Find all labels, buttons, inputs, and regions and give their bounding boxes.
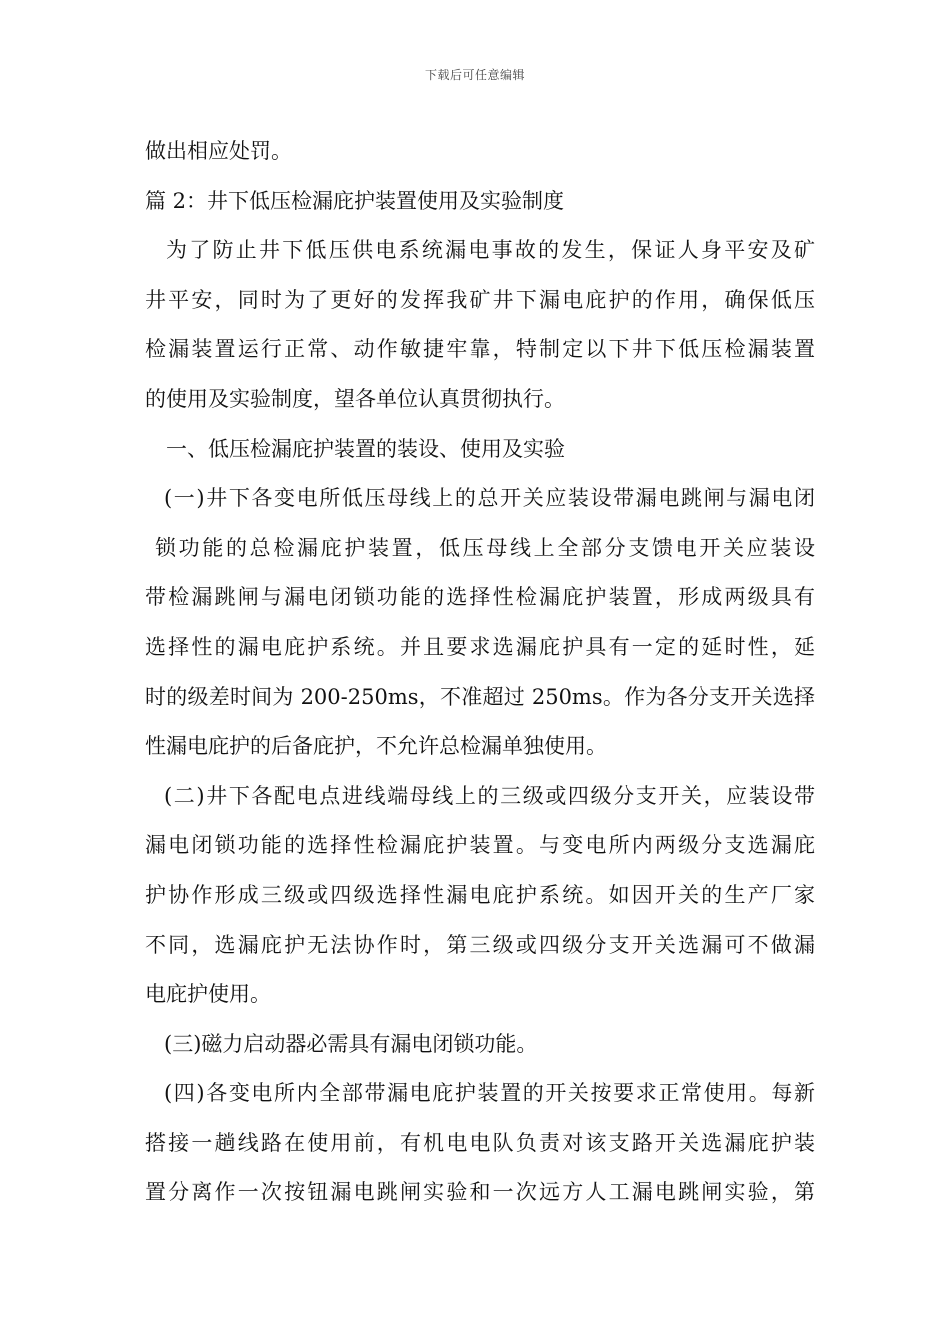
text-line: 为了防止井下低压供电系统漏电事故的发生，保证人身平安及矿 xyxy=(166,238,815,263)
subsection-heading: 一、低压检漏庇护装置的装设、使用及实验 xyxy=(166,436,565,461)
text-line: 置分离作一次按钮漏电跳闸实验和一次远方人工漏电跳闸实验，第 xyxy=(145,1180,815,1205)
text-line: 带检漏跳闸与漏电闭锁功能的选择性检漏庇护装置，形成两级具有 xyxy=(145,585,815,610)
text-line: (三)磁力启动器必需具有漏电闭锁功能。 xyxy=(164,1031,538,1056)
text-line: 时的级差时间为 200-250ms，不准超过 250ms。作为各分支开关选择 xyxy=(145,684,815,709)
text-line: 锁功能的总检漏庇护装置，低压母线上全部分支馈电开关应装设 xyxy=(155,535,815,560)
text-line: 井平安，同时为了更好的发挥我矿井下漏电庇护的作用，确保低压 xyxy=(145,287,815,312)
section-title: 篇 2：井下低压检漏庇护装置使用及实验制度 xyxy=(145,188,565,213)
document-body xyxy=(145,127,815,1218)
text-line: (一)井下各变电所低压母线上的总开关应装设带漏电跳闸与漏电闭 xyxy=(164,486,815,511)
text-line: 搭接一趟线路在使用前，有机电电队负责对该支路开关选漏庇护装 xyxy=(145,1130,815,1155)
text-line: 检漏装置运行正常、动作敏捷牢靠，特制定以下井下低压检漏装置 xyxy=(145,337,815,362)
text-line: 电庇护使用。 xyxy=(145,982,271,1007)
text-line: (二)井下各配电点进线端母线上的三级或四级分支开关，应装设带 xyxy=(164,783,815,808)
text-line: 做出相应处罚。 xyxy=(145,139,292,163)
text-line: 性漏电庇护的后备庇护，不允许总检漏单独使用。 xyxy=(145,734,607,759)
text-line: 的使用及实验制度，望各单位认真贯彻执行。 xyxy=(145,386,565,411)
text-line: 选择性的漏电庇护系统。并且要求选漏庇护具有一定的延时性，延 xyxy=(145,634,815,659)
text-line: 护协作形成三级或四级选择性漏电庇护系统。如因开关的生产厂家 xyxy=(145,882,815,907)
page-header: 下载后可任意编辑 xyxy=(424,68,525,82)
text-line: 不同，选漏庇护无法协作时，第三级或四级分支开关选漏可不做漏 xyxy=(145,932,815,957)
text-line: (四)各变电所内全部带漏电庇护装置的开关按要求正常使用。每新 xyxy=(164,1081,815,1106)
text-line: 漏电闭锁功能的选择性检漏庇护装置。与变电所内两级分支选漏庇 xyxy=(145,833,815,858)
